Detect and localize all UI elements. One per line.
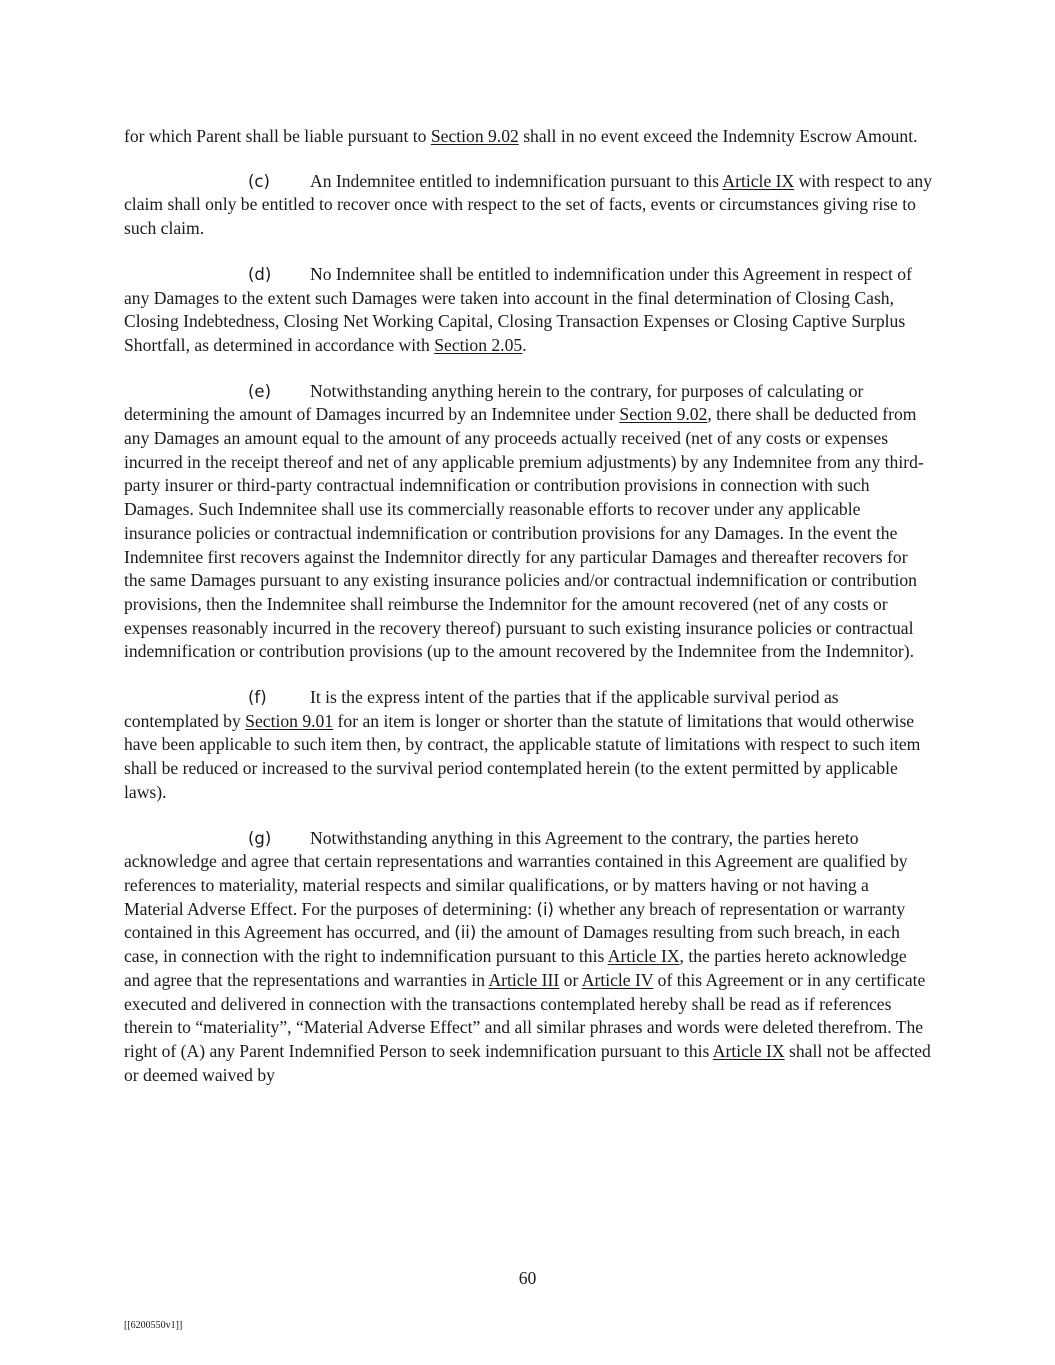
paragraph-label: (f) [248, 688, 267, 708]
text-run: of this Agreement or in any certificate executed and delivered in connection with the transactions contemplated hereby shall be read as if references therein to “materiality”, “Material Adverse Effect” and all similar phrases and words were deleted therefrom. The right of (A) any Parent Indemnified Person to seek indemnification pursuant to this [124, 969, 926, 1061]
paragraph-f [124, 686, 932, 805]
text-run: No Indemnitee shall be entitled to indemnification under this Agreement in respect of any Damages to the extent such Damages were taken into account in the final determination of Closing Cash, Closing Indebtedness, Closing Net Working Capital, Closing Transaction Expenses or Closing Captive Surplus Shortfall, as determined in accordance with [124, 263, 912, 355]
text-run: It is the express intent of the parties that if the applicable survival period as contemplated by [124, 687, 839, 731]
page-number: 60 [518, 1268, 537, 1288]
text-run: shall in no event exceed the Indemnity Escrow Amount. [518, 126, 918, 146]
text-run: Notwithstanding anything in this Agreement to the contrary, the parties hereto acknowledge and agree that certain representations and warranties contained in this Agreement are qualified by references to materiality, material respects and similar qualifications, or by matters having or not having a Material Adverse Effect. For the purposes of determining: [124, 827, 908, 919]
paragraph-label: (d) [248, 264, 272, 284]
article-reference-link[interactable]: Article IV [581, 969, 654, 990]
text-run: with respect to any claim shall only be entitled to recover once with respect to the set of facts, events or circumstances giving rise to such claim. [124, 170, 932, 239]
clause-label: (i) [536, 899, 554, 919]
paragraph-label: (e) [248, 381, 272, 401]
text-run: shall not be affected or deemed waived by [124, 1040, 931, 1085]
document-id: [[6200550v1]] [124, 1320, 183, 1331]
text-run: Notwithstanding anything herein to the contrary, for purposes of calculating or determining the amount of Damages incurred by an Indemnitee under [124, 380, 864, 425]
clause-label: (ii) [454, 923, 477, 943]
text-run: for an item is longer or shorter than the statute of limitations that would otherwise have been applicable to such item then, by contract, the applicable statute of limitations with respect to such item shall be reduced or increased to the survival period contemplated herein (to the extent permitted by applicable laws). [124, 710, 921, 802]
text-run: for which Parent shall be liable pursuant to [124, 126, 431, 146]
paragraph-continuation [124, 125, 932, 149]
paragraph-label: (c) [248, 171, 270, 191]
article-reference-link[interactable]: Article IX [607, 946, 680, 967]
body-text [124, 125, 932, 1109]
text-run: , there shall be deducted from any Damages an amount equal to the amount of any proceeds actually received (net of any costs or expenses incurred in the receipt thereof and net of any applicable premium adjustments) by any Indemnitee from any third-party insurer or third-party contractual indemnification or contribution provisions in connection with such Damages. Such Indemnitee shall use its commercially reasonable efforts to recover under any applicable insurance policies or contractual indemnification or contribution provisions for any Damages. In the event the Indemnitee first recovers against the Indemnitor directly for any particular Damages and thereafter recovers for the same Damages pursuant to any existing insurance policies and/or contractual indemnification or contribution provisions, then the Indemnitee shall reimburse the Indemnitor for the amount recovered (net of any costs or expenses reasonably incurred in the recovery thereof) pursuant to such existing insurance policies or contractual indemnification or contribution provisions (up to the amount recovered by the Indemnitee from the Indemnitor). [124, 404, 924, 662]
article-reference-link[interactable]: Article IX [722, 170, 795, 191]
text-run: or [559, 969, 582, 990]
paragraph-d [124, 263, 932, 358]
section-reference-link[interactable]: Section 9.02 [430, 126, 519, 146]
article-reference-link[interactable]: Article III [488, 969, 560, 990]
text-run: An Indemnitee entitled to indemnification pursuant to this [310, 170, 723, 191]
section-reference-link[interactable]: Section 2.05 [434, 334, 523, 355]
text-run: . [522, 334, 527, 355]
section-reference-link[interactable]: Section 9.01 [245, 710, 334, 731]
text-run: whether any breach of representation or warranty contained in this Agreement has occurred, and [124, 898, 906, 943]
paragraph-g [124, 827, 932, 1088]
section-reference-link[interactable]: Section 9.02 [619, 404, 708, 425]
paragraph-label: (g) [248, 828, 272, 848]
paragraph-c [124, 170, 932, 241]
text-run: the amount of Damages resulting from such breach, in each case, in connection with the right to indemnification pursuant to this [124, 922, 900, 967]
article-reference-link[interactable]: Article IX [712, 1040, 785, 1061]
paragraph-e [124, 380, 932, 664]
text-run: , the parties hereto acknowledge and agree that the representations and warranties in [124, 946, 907, 990]
